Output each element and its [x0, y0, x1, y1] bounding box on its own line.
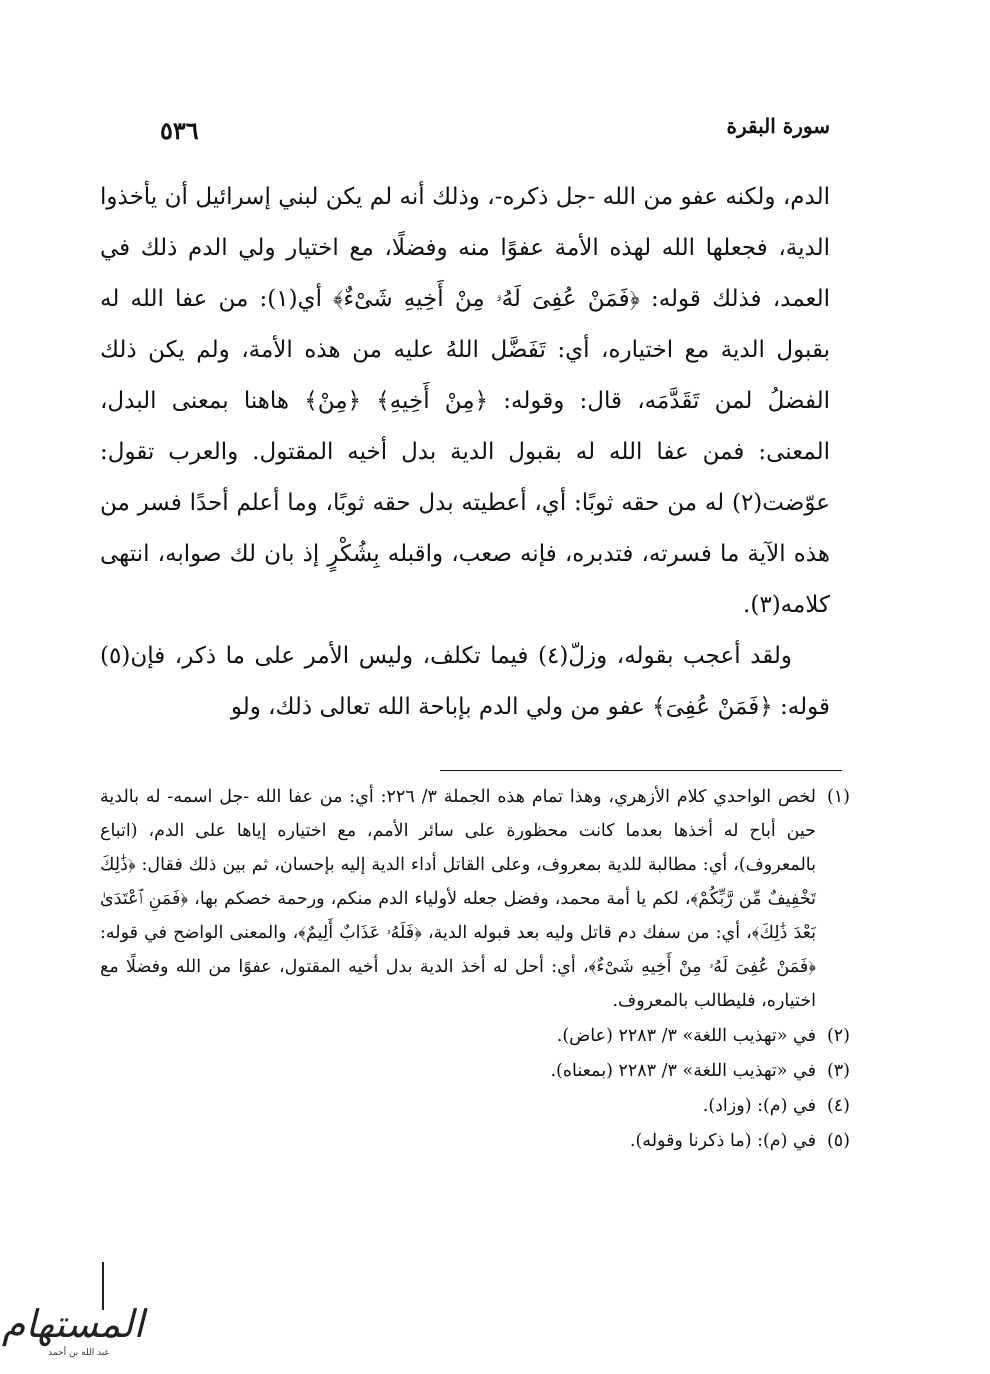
footnote-number: (١)	[826, 787, 850, 807]
footnote-text: في (م): (وزاد).	[702, 1096, 816, 1116]
footnote	[100, 780, 850, 1018]
footnotes	[100, 780, 850, 1158]
footnote-text: في (م): (ما ذكرنا وقوله).	[629, 1131, 816, 1151]
footnote-number: (٣)	[826, 1061, 850, 1081]
running-title: سورة البقرة	[726, 114, 830, 138]
footnote	[100, 1089, 850, 1123]
paragraph: ولقد أعجب بقوله، وزلّ(٤) فيما تكلف، وليس الأمر على ما ذكر، فإن(٥) قوله: ﴿فَمَنْ عُفِىَ﴾ عفو من ولي الدم بإباحة الله تعالى ذلك، ولو	[100, 643, 830, 720]
footnote-text: في «تهذيب اللغة» ٣/ ٢٢٨٣ (بمعناه).	[550, 1061, 816, 1081]
publisher-logo	[1, 1262, 144, 1362]
paragraph: الدم، ولكنه عفو من الله -جل ذكره-، وذلك أنه لم يكن لبني إسرائيل أن يأخذوا الدية، فجعلها الله لهذه الأمة عفوًا منه وفضلًا، مع اختيار ولي الدم ذلك في العمد، فذلك قوله: ﴿فَمَنْ عُفِىَ لَهُۥ مِنْ أَخِيهِ شَىْءٌ﴾ أي(١): من عفا الله له بقبول الدية مع اختياره، أي: تَفَضَّل اللهُ عليه من هذه الأمة، ولم يكن ذلك الفضلُ لمن تَقَدَّمَه، قال: وقوله: ﴿مِنْ أَخِيهِ﴾ ﴿مِنْ﴾ هاهنا بمعنى البدل، المعنى: فمن عفا الله له بقبول الدية بدل أخيه المقتول. والعرب تقول: عوّضت(٢) له من حقه ثوبًا: أي، أعطيته بدل حقه ثوبًا، وما أعلم أحدًا فسر من هذه الآية ما فسرته، فتدبره، فإنه صعب، واقبله بِشُكْرٍ إذ بان لك صوابه، انتهى كلامه(٣).	[100, 184, 830, 618]
footnote	[100, 1019, 850, 1053]
page-header	[160, 110, 830, 150]
logo-text: المستهام	[1, 1302, 144, 1346]
logo-subtext: عبد الله بن أحمد	[48, 1348, 110, 1358]
footnote	[100, 1054, 850, 1088]
footnote	[100, 1124, 850, 1158]
footnote-number: (٢)	[826, 1026, 850, 1046]
footnote-text: لخص الواحدي كلام الأزهري، وهذا تمام هذه الجملة ٣/ ٢٢٦: أي: من عفا الله -جل اسمه- له بالدية حين أباح له أخذها بعدما كانت محظورة على سائر الأمم، مع اختياره إياها على الدم، (اتباع بالمعروف)، أي: مطالبة للدية بمعروف، وعلى القاتل أداء الدية إليه بإحسان، ثم بين ذلك فقال: ﴿ذَٰلِكَ تَخْفِيفٌ مِّن رَّبِّكُمْ﴾، لكم يا أمة محمد، وفضل جعله لأولياء الدم منكم، ورحمة خصكم بها، ﴿فَمَنِ ٱعْتَدَىٰ بَعْدَ ذَٰلِكَ﴾، أي: من سفك دم قاتل وليه بعد قبوله الدية، ﴿فَلَهُۥ عَذَابٌ أَلِيمٌ﴾، والمعنى الواضح في قوله: ﴿فَمَنْ عُفِىَ لَهُۥ مِنْ أَخِيهِ شَىْءٌ﴾، أي: أحل له أخذ الدية بدل أخيه المقتول، عفوًا من الله وفضلًا مع اختياره، فليطالب بالمعروف.	[100, 787, 816, 1011]
footnote-number: (٤)	[826, 1096, 850, 1116]
footnote-text: في «تهذيب اللغة» ٣/ ٢٢٨٣ (عاض).	[556, 1026, 816, 1046]
footnote-divider	[440, 770, 842, 771]
main-text	[100, 172, 830, 733]
footnote-number: (٥)	[826, 1131, 850, 1151]
page-number: ٥٣٦	[160, 116, 199, 145]
